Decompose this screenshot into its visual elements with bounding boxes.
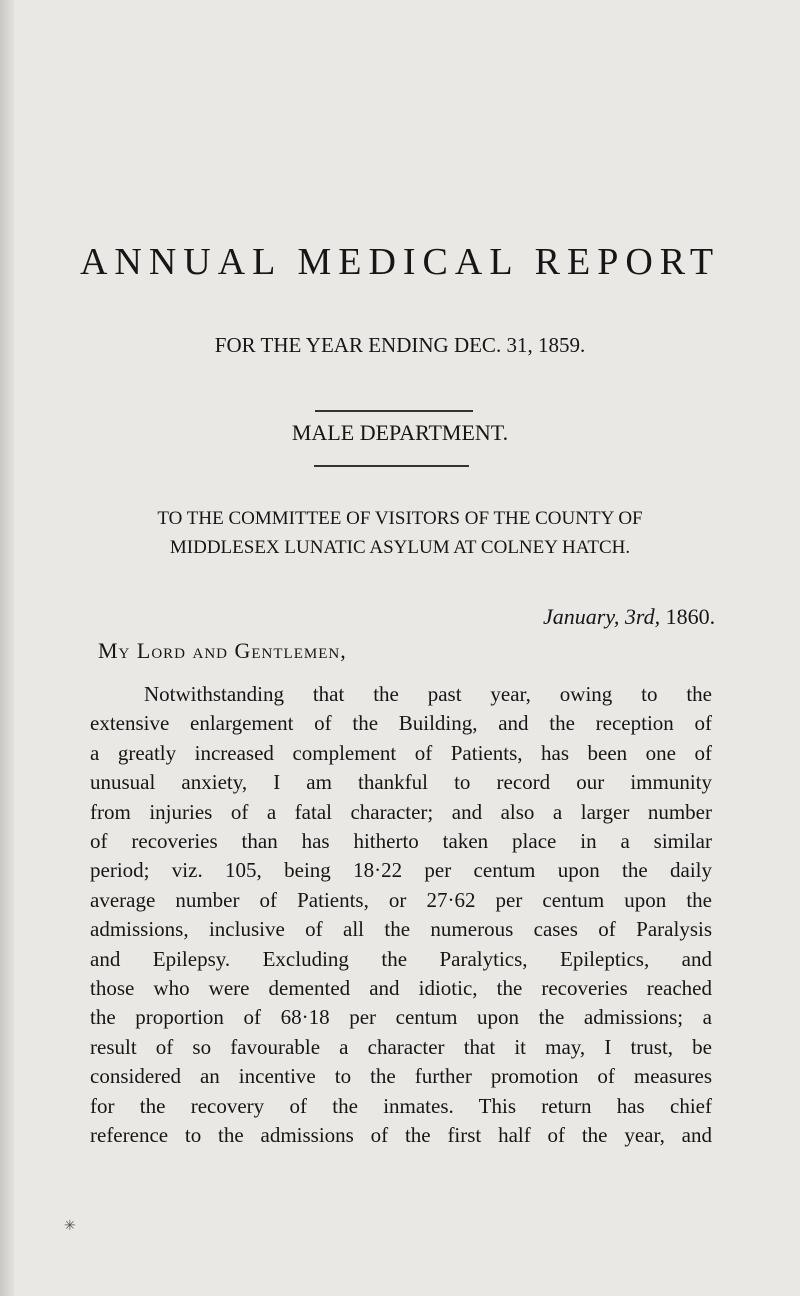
body-line: considered an incentive to the further promotion of measures (90, 1064, 712, 1089)
body-line: extensive enlargement of the Building, and the reception of (90, 711, 712, 736)
body-line: those who were demented and idiotic, the recoveries reached (90, 976, 712, 1001)
report-subtitle: FOR THE YEAR ENDING DEC. 31, 1859. (214, 333, 586, 357)
date-year: 1860. (665, 604, 716, 629)
divider-top (315, 410, 473, 412)
address-line-1: TO THE COMMITTEE OF VISITORS OF THE COUNTY OF (157, 508, 643, 529)
body-line: of recoveries than has hitherto taken place in a similar (90, 829, 712, 854)
body-line: admissions, inclusive of all the numerous cases of Paralysis (90, 917, 712, 942)
body-line: a greatly increased complement of Patients, has been one of (90, 740, 712, 765)
body-line: Notwithstanding that the past year, owing to the (144, 682, 712, 706)
address-block (0, 504, 800, 562)
body-line: average number of Patients, or 27·62 per centum upon the (90, 887, 712, 912)
letter-date (543, 604, 715, 630)
body-line: from injuries of a fatal character; and also a larger number (90, 799, 712, 824)
body-line: and Epilepsy. Excluding the Paralytics, Epileptics, and (90, 946, 712, 971)
body-line: result of so favourable a character that it may, I trust, be (90, 1034, 712, 1059)
asterisk-mark-icon: ✳ (64, 1219, 76, 1234)
body-line: reference to the admissions of the first half of the year, and (90, 1123, 712, 1148)
body-line: the proportion of 68·18 per centum upon the admissions; a (90, 1005, 712, 1030)
report-title: ANNUAL MEDICAL REPORT (79, 241, 721, 283)
salutation: My Lord and Gentlemen, (98, 638, 347, 663)
divider-bottom (314, 465, 469, 467)
body-line: unusual anxiety, I am thankful to record our immunity (90, 770, 712, 795)
body-line: period; viz. 105, being 18·22 per centum upon the daily (90, 858, 712, 883)
department-heading: MALE DEPARTMENT. (291, 420, 509, 445)
date-month: January, (543, 604, 620, 629)
date-day: 3rd, (624, 604, 661, 629)
body-line: for the recovery of the inmates. This return has chief (90, 1093, 712, 1118)
letter-body (90, 680, 712, 1151)
address-line-2: MIDDLESEX LUNATIC ASYLUM AT COLNEY HATCH. (169, 537, 631, 558)
page-edge (0, 0, 14, 1296)
